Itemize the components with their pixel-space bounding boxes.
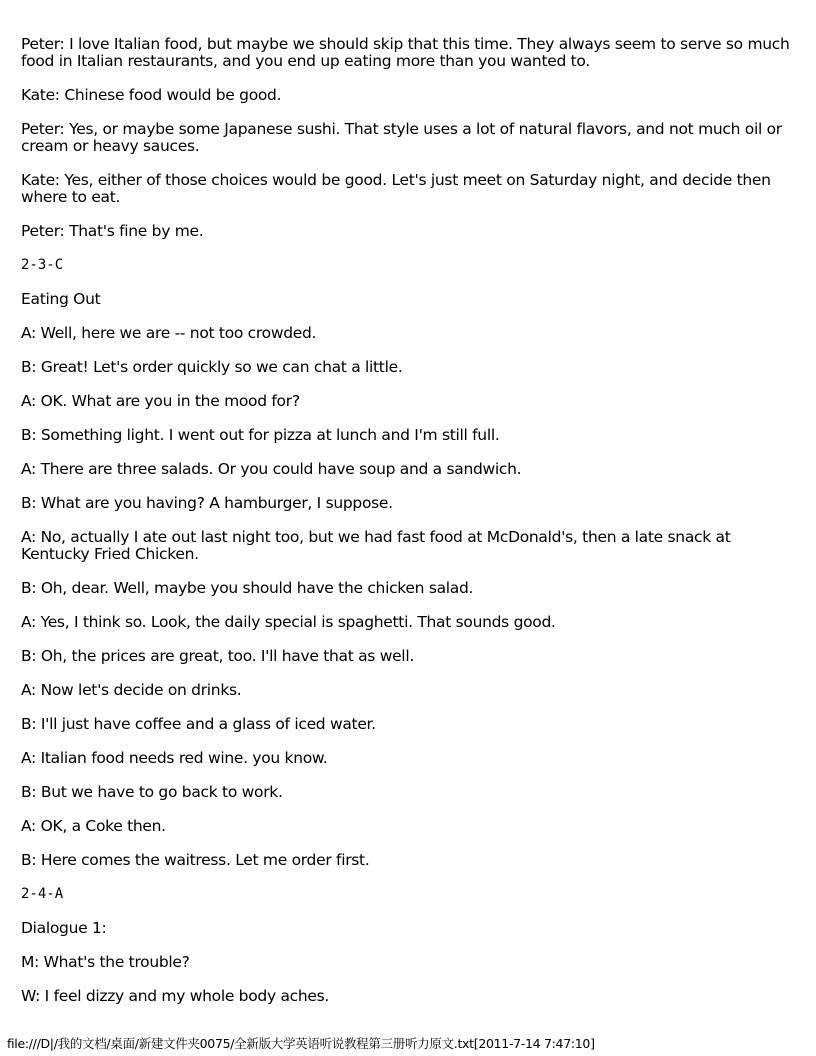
paragraph: B: Great! Let's order quickly so we can chat a little. <box>21 358 403 376</box>
paragraph: B: I'll just have coffee and a glass of iced water. <box>21 715 376 733</box>
page-footer-path: file:///D|/我的文档/桌面/新建文件夹0075/全新版大学英语听说教程第三册听力原文.txt[2011-7-14 7:47:10] <box>7 1036 595 1051</box>
section-code: 2-4-A <box>21 886 64 902</box>
paragraph: Peter: Yes, or maybe some Japanese sushi. That style uses a lot of natural flavors, and not much oil or cream or heavy sauces. <box>21 120 782 155</box>
paragraph: A: There are three salads. Or you could have soup and a sandwich. <box>21 460 522 478</box>
paragraph: M: What's the trouble? <box>21 953 190 971</box>
paragraph: Peter: That's fine by me. <box>21 222 204 240</box>
document-body <box>21 36 797 1022</box>
paragraph: A: Yes, I think so. Look, the daily special is spaghetti. That sounds good. <box>21 613 556 631</box>
paragraph: W: I feel dizzy and my whole body aches. <box>21 987 330 1005</box>
paragraph: A: OK, a Coke then. <box>21 817 166 835</box>
paragraph: B: Here comes the waitress. Let me order first. <box>21 851 370 869</box>
section-title: Dialogue 1: <box>21 919 107 937</box>
paragraph: B: What are you having? A hamburger, I suppose. <box>21 494 393 512</box>
section-code: 2-3-C <box>21 257 64 273</box>
paragraph: Kate: Chinese food would be good. <box>21 86 282 104</box>
paragraph: B: Oh, dear. Well, maybe you should have the chicken salad. <box>21 579 474 597</box>
paragraph: A: Well, here we are -- not too crowded. <box>21 324 317 342</box>
paragraph: A: Now let's decide on drinks. <box>21 681 242 699</box>
paragraph: A: Italian food needs red wine. you know. <box>21 749 328 767</box>
paragraph: B: Something light. I went out for pizza at lunch and I'm still full. <box>21 426 500 444</box>
paragraph: B: But we have to go back to work. <box>21 783 283 801</box>
paragraph: A: No, actually I ate out last night too, but we had fast food at McDonald's, then a late snack at Kentucky Fried Chicken. <box>21 528 731 563</box>
paragraph: A: OK. What are you in the mood for? <box>21 392 300 410</box>
paragraph: Kate: Yes, either of those choices would be good. Let's just meet on Saturday night, and decide then where to eat. <box>21 171 771 206</box>
section-title: Eating Out <box>21 290 101 308</box>
paragraph: B: Oh, the prices are great, too. I'll have that as well. <box>21 647 414 665</box>
paragraph: Peter: I love Italian food, but maybe we should skip that this time. They always seem to serve so much food in Italian restaurants, and you end up eating more than you wanted to. <box>21 35 790 70</box>
